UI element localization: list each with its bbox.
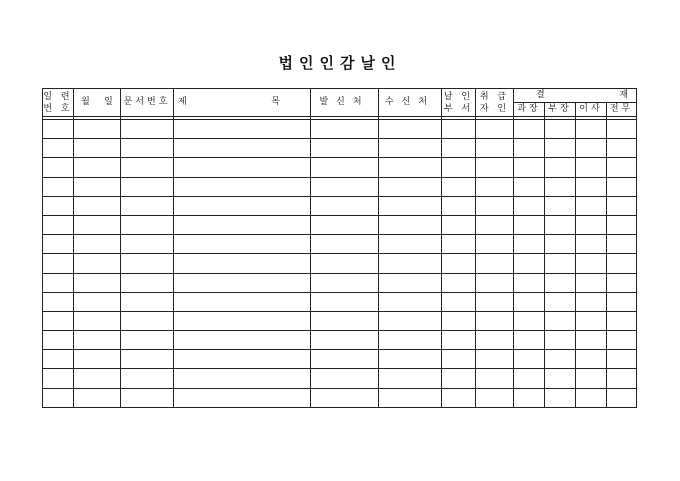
table-row (43, 196, 637, 215)
table-cell[interactable] (514, 388, 545, 407)
table-row (43, 235, 637, 254)
table-cell[interactable] (514, 158, 545, 177)
table-cell[interactable] (607, 273, 637, 292)
table-cell[interactable] (545, 254, 576, 273)
table-cell[interactable] (121, 139, 174, 158)
table-cell[interactable] (43, 177, 74, 196)
table-cell[interactable] (514, 292, 545, 311)
table-cell[interactable] (607, 388, 637, 407)
seal-log-table (42, 88, 637, 408)
table-cell[interactable] (43, 292, 74, 311)
table-cell[interactable] (121, 369, 174, 388)
table-cell[interactable] (545, 388, 576, 407)
table-cell[interactable] (442, 235, 476, 254)
table-cell[interactable] (379, 292, 442, 311)
table-cell[interactable] (476, 369, 514, 388)
table-cell[interactable] (174, 369, 311, 388)
table-cell[interactable] (576, 235, 607, 254)
table-cell[interactable] (514, 350, 545, 369)
table-cell[interactable] (607, 311, 637, 330)
table-cell[interactable] (311, 311, 379, 330)
table-cell[interactable] (442, 273, 476, 292)
table-cell[interactable] (576, 177, 607, 196)
table-cell[interactable] (576, 331, 607, 350)
table-cell[interactable] (121, 254, 174, 273)
table-cell[interactable] (442, 139, 476, 158)
table-cell[interactable] (476, 388, 514, 407)
table-cell[interactable] (121, 177, 174, 196)
table-cell[interactable] (43, 158, 74, 177)
table-cell[interactable] (607, 177, 637, 196)
table-cell[interactable] (311, 196, 379, 215)
table-cell[interactable] (379, 177, 442, 196)
approver-section-chief: 과장 (514, 103, 545, 117)
table-cell[interactable] (379, 196, 442, 215)
table-cell[interactable] (514, 369, 545, 388)
table-cell[interactable] (43, 215, 74, 234)
table-cell[interactable] (576, 196, 607, 215)
approver-executive: 전무 (607, 103, 637, 117)
table-row (43, 215, 637, 234)
col-doc-no-header: 문서번호 (121, 89, 174, 117)
table-cell[interactable] (476, 235, 514, 254)
table-cell[interactable] (476, 139, 514, 158)
table-cell[interactable] (379, 350, 442, 369)
table-cell[interactable] (74, 139, 121, 158)
table-cell[interactable] (74, 331, 121, 350)
col-approval-header: 결 재 (514, 89, 637, 103)
table-cell[interactable] (174, 120, 311, 139)
table-cell[interactable] (607, 331, 637, 350)
col-serial-header: 일 련 번 호 (43, 89, 74, 117)
table-row (43, 311, 637, 330)
table-cell[interactable] (311, 369, 379, 388)
table-cell[interactable] (442, 369, 476, 388)
table-cell[interactable] (379, 331, 442, 350)
table-cell[interactable] (514, 254, 545, 273)
table-row (43, 139, 637, 158)
table-cell[interactable] (43, 388, 74, 407)
table-cell[interactable] (311, 331, 379, 350)
table-cell[interactable] (442, 331, 476, 350)
table-cell[interactable] (576, 139, 607, 158)
table-cell[interactable] (476, 196, 514, 215)
table-cell[interactable] (514, 311, 545, 330)
table-cell[interactable] (514, 196, 545, 215)
table-cell[interactable] (514, 235, 545, 254)
table-cell[interactable] (121, 158, 174, 177)
table-cell[interactable] (514, 215, 545, 234)
table-cell[interactable] (576, 388, 607, 407)
table-cell[interactable] (379, 254, 442, 273)
table-cell[interactable] (607, 139, 637, 158)
table-cell[interactable] (576, 273, 607, 292)
table-cell[interactable] (43, 311, 74, 330)
table-cell[interactable] (174, 254, 311, 273)
table-cell[interactable] (379, 158, 442, 177)
table-cell[interactable] (311, 273, 379, 292)
table-body (43, 120, 637, 408)
table-cell[interactable] (311, 292, 379, 311)
table-cell[interactable] (545, 235, 576, 254)
table-cell[interactable] (476, 215, 514, 234)
table-cell[interactable] (442, 158, 476, 177)
table-cell[interactable] (311, 350, 379, 369)
table-cell[interactable] (379, 388, 442, 407)
table-cell[interactable] (607, 158, 637, 177)
table-cell[interactable] (379, 273, 442, 292)
table-cell[interactable] (576, 215, 607, 234)
table-cell[interactable] (74, 177, 121, 196)
table-cell[interactable] (121, 235, 174, 254)
table-cell[interactable] (476, 158, 514, 177)
table-cell[interactable] (43, 273, 74, 292)
table-cell[interactable] (476, 331, 514, 350)
table-cell[interactable] (476, 273, 514, 292)
table-cell[interactable] (607, 196, 637, 215)
table-cell[interactable] (545, 369, 576, 388)
table-cell[interactable] (576, 254, 607, 273)
table-cell[interactable] (379, 311, 442, 330)
table-cell[interactable] (43, 196, 74, 215)
table-cell[interactable] (174, 388, 311, 407)
table-cell[interactable] (476, 120, 514, 139)
table-cell[interactable] (174, 350, 311, 369)
table-row (43, 292, 637, 311)
col-month-day-header: 월 일 (74, 89, 121, 117)
table-cell[interactable] (174, 292, 311, 311)
table-cell[interactable] (442, 196, 476, 215)
col-subject-header: 제 목 (174, 89, 311, 117)
table-row (43, 388, 637, 407)
table-cell[interactable] (174, 273, 311, 292)
table-cell[interactable] (74, 158, 121, 177)
table-cell[interactable] (607, 350, 637, 369)
table-cell[interactable] (442, 350, 476, 369)
table-cell[interactable] (545, 350, 576, 369)
table-cell[interactable] (74, 215, 121, 234)
table-cell[interactable] (607, 369, 637, 388)
table-cell[interactable] (442, 120, 476, 139)
table-cell[interactable] (121, 311, 174, 330)
table-cell[interactable] (476, 350, 514, 369)
table-cell[interactable] (576, 120, 607, 139)
table-cell[interactable] (514, 273, 545, 292)
table-cell[interactable] (174, 177, 311, 196)
table-cell[interactable] (174, 331, 311, 350)
table-cell[interactable] (43, 120, 74, 139)
table-cell[interactable] (607, 254, 637, 273)
table-cell[interactable] (607, 215, 637, 234)
table-cell[interactable] (311, 235, 379, 254)
table-cell[interactable] (121, 273, 174, 292)
table-cell[interactable] (121, 350, 174, 369)
table-cell[interactable] (174, 139, 311, 158)
table-cell[interactable] (174, 196, 311, 215)
table-cell[interactable] (442, 215, 476, 234)
table-row (43, 120, 637, 139)
table-cell[interactable] (379, 139, 442, 158)
table-cell[interactable] (74, 196, 121, 215)
document-title: 법인인감날인 (278, 54, 402, 72)
table-cell[interactable] (311, 120, 379, 139)
table-cell[interactable] (545, 158, 576, 177)
table-row (43, 177, 637, 196)
table-cell[interactable] (514, 139, 545, 158)
table-cell[interactable] (121, 331, 174, 350)
table-cell[interactable] (607, 235, 637, 254)
table-cell[interactable] (576, 292, 607, 311)
table-cell[interactable] (43, 331, 74, 350)
col-seal-dept-header: 날 인 부 서 (442, 89, 476, 117)
header-row-top (43, 89, 637, 103)
table-cell[interactable] (442, 177, 476, 196)
col-handler-header: 취 급 자 인 (476, 89, 514, 117)
table-cell[interactable] (476, 292, 514, 311)
table-cell[interactable] (311, 215, 379, 234)
table-cell[interactable] (545, 331, 576, 350)
table-cell[interactable] (576, 158, 607, 177)
table-cell[interactable] (311, 158, 379, 177)
approver-director: 이사 (576, 103, 607, 117)
table-row (43, 254, 637, 273)
table-cell[interactable] (442, 254, 476, 273)
table-cell[interactable] (545, 139, 576, 158)
table-cell[interactable] (476, 254, 514, 273)
table-cell[interactable] (74, 350, 121, 369)
approver-dept-head: 부장 (545, 103, 576, 117)
table-row (43, 331, 637, 350)
table-cell[interactable] (476, 311, 514, 330)
table-cell[interactable] (311, 177, 379, 196)
table-cell[interactable] (576, 350, 607, 369)
table-cell[interactable] (514, 331, 545, 350)
table-cell[interactable] (174, 235, 311, 254)
table-cell[interactable] (174, 311, 311, 330)
table-cell[interactable] (545, 120, 576, 139)
table-cell[interactable] (74, 254, 121, 273)
table-cell[interactable] (74, 369, 121, 388)
table-cell[interactable] (74, 273, 121, 292)
table-cell[interactable] (121, 292, 174, 311)
table-cell[interactable] (311, 139, 379, 158)
table-cell[interactable] (576, 311, 607, 330)
table-row (43, 369, 637, 388)
table-cell[interactable] (545, 273, 576, 292)
table-cell[interactable] (74, 235, 121, 254)
table-cell[interactable] (545, 177, 576, 196)
table-cell[interactable] (43, 369, 74, 388)
table-cell[interactable] (607, 120, 637, 139)
table-cell[interactable] (379, 235, 442, 254)
table-cell[interactable] (379, 215, 442, 234)
table-cell[interactable] (74, 311, 121, 330)
table-cell[interactable] (379, 369, 442, 388)
table-cell[interactable] (607, 292, 637, 311)
table-cell[interactable] (379, 120, 442, 139)
table-cell[interactable] (545, 196, 576, 215)
table-cell[interactable] (442, 292, 476, 311)
table-cell[interactable] (121, 196, 174, 215)
table-cell[interactable] (74, 120, 121, 139)
table-cell[interactable] (43, 350, 74, 369)
table-cell[interactable] (576, 369, 607, 388)
table-cell[interactable] (545, 292, 576, 311)
table-cell[interactable] (514, 177, 545, 196)
table-cell[interactable] (43, 254, 74, 273)
col-sender-header: 발신처 (311, 89, 379, 117)
table-cell[interactable] (121, 215, 174, 234)
table-cell[interactable] (311, 254, 379, 273)
table-cell[interactable] (174, 215, 311, 234)
table-cell[interactable] (74, 388, 121, 407)
table-cell[interactable] (174, 158, 311, 177)
table-cell[interactable] (74, 292, 121, 311)
table-cell[interactable] (442, 388, 476, 407)
table-cell[interactable] (121, 120, 174, 139)
table-cell[interactable] (514, 120, 545, 139)
table-row (43, 350, 637, 369)
table-cell[interactable] (43, 235, 74, 254)
table-cell[interactable] (442, 311, 476, 330)
table-row (43, 273, 637, 292)
table-row (43, 158, 637, 177)
table-cell[interactable] (311, 388, 379, 407)
table-cell[interactable] (43, 139, 74, 158)
table-cell[interactable] (545, 311, 576, 330)
table-cell[interactable] (476, 177, 514, 196)
table-cell[interactable] (545, 215, 576, 234)
col-receiver-header: 수신처 (379, 89, 442, 117)
table-cell[interactable] (121, 388, 174, 407)
